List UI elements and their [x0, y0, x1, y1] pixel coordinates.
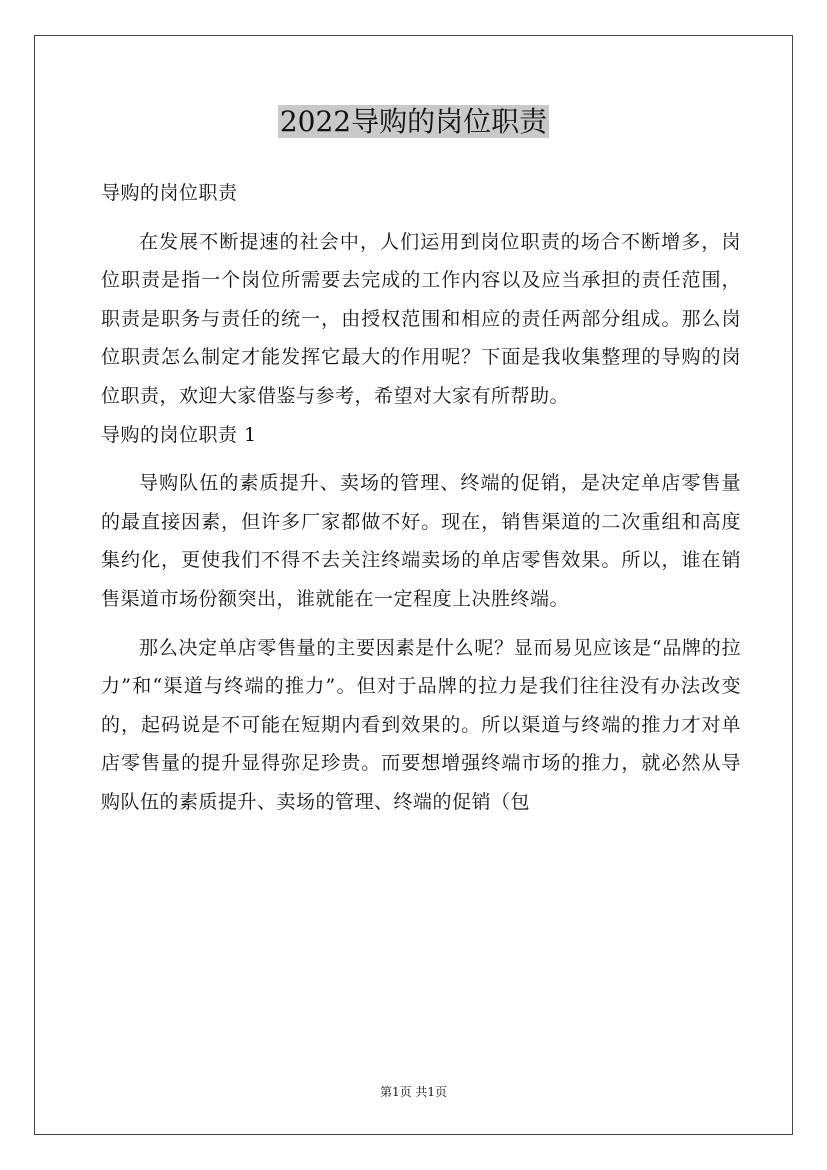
- section-heading-intro: 导购的岗位职责: [101, 182, 238, 204]
- page-footer: [0, 1083, 827, 1101]
- page-number: 第1页 共1页: [379, 1085, 448, 1099]
- paragraph-2: 那么决定单店零售量的主要因素是什么呢？显而易见应该是“品牌的拉力”和“渠道与终端的推力”。但对于品牌的拉力是我们往往没有办法改变的，起码说是不可能在短期内看到效果的。所以渠道与终端的推力才对单店零售量的提升显得弥足珍贵。而要想增强终端市场的推力，就必然从导购队伍的素质提升、卖场的管理、终端的促销（包: [101, 636, 741, 813]
- document-title: [0, 100, 827, 144]
- paragraph-intro: 在发展不断提速的社会中，人们运用到岗位职责的场合不断增多，岗位职责是指一个岗位所需要去完成的工作内容以及应当承担的责任范围，职责是职务与责任的统一，由授权范围和相应的责任两部分组成。那么岗位职责怎么制定才能发挥它最大的作用呢？下面是我收集整理的导购的岗位职责，欢迎大家借鉴与参考，希望对大家有所帮助。: [101, 230, 741, 407]
- paragraph-1: 导购队伍的素质提升、卖场的管理、终端的促销，是决定单店零售量的最直接因素，但许多厂家都做不好。现在，销售渠道的二次重组和高度集约化，更使我们不得不去关注终端卖场的单店零售效果。所以，谁在销售渠道市场份额突出，谁就能在一定程度上决胜终端。: [101, 472, 741, 610]
- document-body: [101, 174, 741, 822]
- section-heading-1: 导购的岗位职责 1: [101, 423, 257, 446]
- document-title-text: 2022导购的岗位职责: [279, 105, 548, 138]
